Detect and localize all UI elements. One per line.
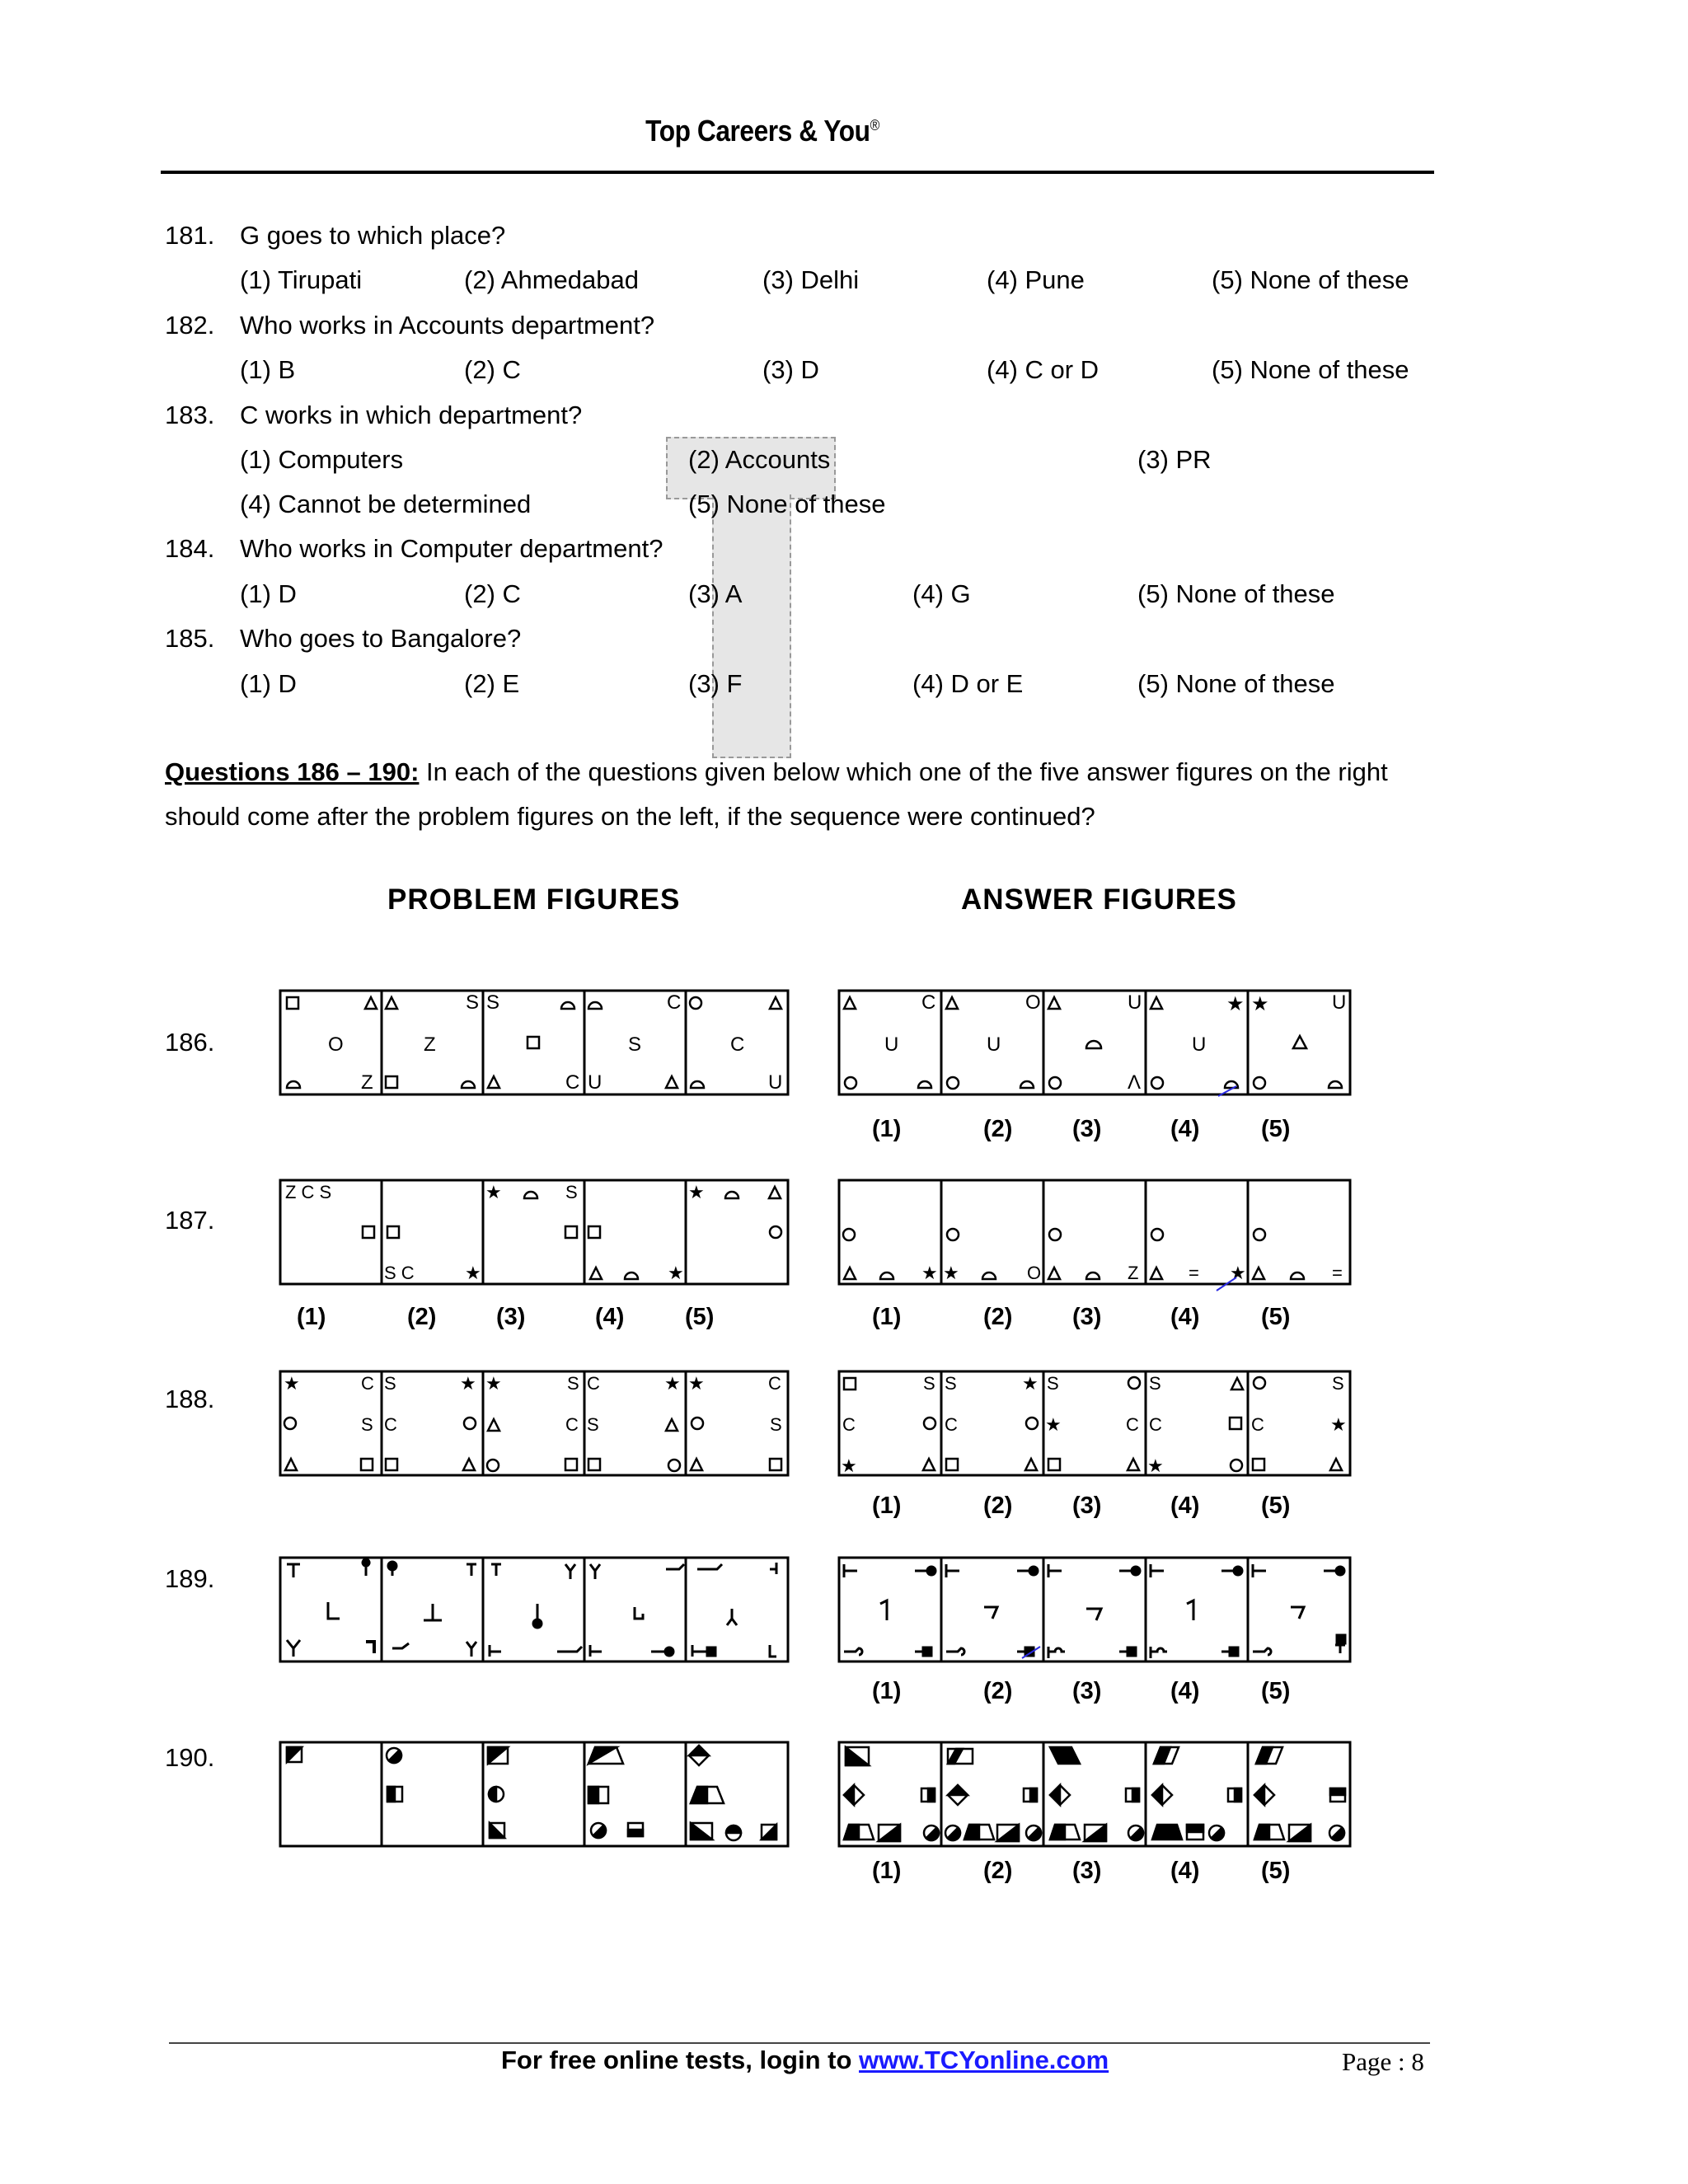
answer-4-190 <box>1152 1747 1241 1844</box>
answer-label: (5) <box>1261 1493 1291 1519</box>
answer-label: (1) <box>872 1678 902 1704</box>
svg-text:Z C S: Z C S <box>285 1182 332 1202</box>
question-text: Who works in Accounts department? <box>240 311 655 340</box>
svg-text:★: ★ <box>1022 1373 1039 1394</box>
svg-text:S: S <box>923 1373 935 1394</box>
option: (3) A <box>688 579 743 608</box>
option: (1) D <box>240 669 297 698</box>
footer-divider <box>169 2042 1430 2044</box>
svg-text:U: U <box>1128 991 1142 1014</box>
figure-question-number: 188. <box>165 1385 215 1413</box>
svg-text:U: U <box>1332 991 1347 1014</box>
answer-2-190 <box>945 1749 1044 1844</box>
problem-label: (5) <box>685 1304 715 1330</box>
svg-text:S: S <box>567 1373 579 1394</box>
answer-symbols-186 <box>844 991 1346 1096</box>
svg-text:★: ★ <box>465 1263 481 1283</box>
answer-label: (5) <box>1261 1116 1291 1142</box>
svg-text:C: C <box>361 1373 374 1394</box>
answer-label: (5) <box>1261 1858 1291 1884</box>
svg-text:C: C <box>768 1373 781 1394</box>
svg-text:★: ★ <box>1330 1414 1347 1435</box>
option: (3) Delhi <box>762 265 860 294</box>
answer-4-189 <box>1151 1564 1242 1658</box>
svg-text:★: ★ <box>485 1182 502 1202</box>
svg-text:C: C <box>565 1071 580 1094</box>
answer-label: (1) <box>872 1116 902 1142</box>
answer-label: (4) <box>1170 1678 1200 1704</box>
svg-text:U: U <box>884 1033 899 1056</box>
question-number: 182. <box>165 311 215 340</box>
symbols-186 <box>287 991 782 1094</box>
svg-text:=: = <box>1189 1263 1199 1283</box>
question-number: 184. <box>165 534 215 563</box>
question-text: G goes to which place? <box>240 221 506 250</box>
registered-mark: ® <box>870 117 879 134</box>
problem-label: (2) <box>407 1304 437 1330</box>
question-text: Who goes to Bangalore? <box>240 624 522 653</box>
svg-text:★: ★ <box>668 1263 684 1283</box>
header-title-text: Top Careers & You <box>645 114 870 148</box>
problem-label: (3) <box>496 1304 526 1330</box>
answer-label: (2) <box>983 1678 1013 1704</box>
option: (5) None of these <box>1212 355 1409 384</box>
svg-text:★: ★ <box>943 1263 959 1283</box>
instructions-text: In each of the questions given below which one of the five answer figures on the right should come after the problem figures on the left, if the sequence were continued? <box>165 757 1388 831</box>
tcy-online-link[interactable]: www.TCYonline.com <box>859 2046 1109 2074</box>
footer-text <box>501 2046 1109 2075</box>
svg-text:S: S <box>770 1414 782 1435</box>
svg-text:Z: Z <box>361 1071 373 1094</box>
symbols-189 <box>287 1559 776 1657</box>
answer-label: (4) <box>1170 1858 1200 1884</box>
svg-text:Z: Z <box>1128 1263 1139 1283</box>
answer-label: (2) <box>983 1116 1013 1142</box>
option: (1) Computers <box>240 445 404 474</box>
svg-text:S: S <box>486 991 500 1014</box>
option: (4) Cannot be determined <box>240 490 532 518</box>
answer-1-189 <box>844 1564 935 1656</box>
page-number: Page : 8 <box>1342 2047 1424 2076</box>
svg-text:S: S <box>466 991 480 1014</box>
answer-label: (4) <box>1170 1116 1200 1142</box>
answer-label: (2) <box>983 1858 1013 1884</box>
svg-text:★: ★ <box>284 1373 300 1394</box>
svg-text:U: U <box>588 1071 603 1094</box>
svg-text:C: C <box>565 1414 579 1435</box>
question-number: 185. <box>165 624 215 653</box>
svg-text:S: S <box>1332 1373 1344 1394</box>
svg-text:S: S <box>361 1414 373 1435</box>
svg-text:C: C <box>945 1414 958 1435</box>
problem-figures-187 <box>280 1180 788 1284</box>
problem-label: (1) <box>297 1304 326 1330</box>
option: (2) E <box>464 669 520 698</box>
answer-label: (2) <box>983 1493 1013 1519</box>
svg-text:★: ★ <box>664 1373 681 1394</box>
symbols-188 <box>284 1373 782 1471</box>
option: (3) PR <box>1137 445 1212 474</box>
svg-text:Z: Z <box>424 1033 436 1056</box>
answer-label: (3) <box>1072 1116 1102 1142</box>
footer-prompt: For free online tests, login to <box>501 2046 860 2074</box>
svg-text:★: ★ <box>688 1182 705 1202</box>
svg-text:★: ★ <box>688 1373 705 1394</box>
figure-question-number: 186. <box>165 1028 215 1057</box>
svg-text:S: S <box>945 1373 957 1394</box>
svg-text:O: O <box>1027 1263 1042 1283</box>
svg-text:C: C <box>730 1033 745 1056</box>
svg-text:★: ★ <box>460 1373 476 1394</box>
svg-text:S: S <box>384 1373 396 1394</box>
symbols-187 <box>285 1182 781 1283</box>
svg-text:O: O <box>1025 991 1041 1014</box>
answer-3-190 <box>1050 1747 1146 1844</box>
answer-label: (2) <box>983 1304 1013 1330</box>
answer-5-190 <box>1254 1747 1348 1844</box>
option: (1) B <box>240 355 296 384</box>
svg-text:S: S <box>587 1414 599 1435</box>
svg-text:S: S <box>1047 1373 1059 1394</box>
svg-text:★: ★ <box>485 1373 502 1394</box>
svg-text:C: C <box>1149 1414 1162 1435</box>
svg-text:C: C <box>1126 1414 1139 1435</box>
option: (1) D <box>240 579 297 608</box>
answer-symbols-188 <box>841 1373 1347 1476</box>
svg-text:★: ★ <box>921 1263 938 1283</box>
svg-text:C: C <box>587 1373 600 1394</box>
option: (4) Pune <box>987 265 1085 294</box>
svg-text:★: ★ <box>1147 1455 1164 1476</box>
problem-label: (4) <box>595 1304 625 1330</box>
option: (2) Accounts <box>688 445 831 474</box>
problem-figures-189 <box>280 1558 788 1661</box>
answer-label: (4) <box>1170 1304 1200 1330</box>
answer-label: (3) <box>1072 1858 1102 1884</box>
svg-text:U: U <box>987 1033 1001 1056</box>
question-number: 183. <box>165 401 215 429</box>
answer-figures-heading: ANSWER FIGURES <box>961 883 1237 916</box>
option: (4) D or E <box>912 669 1024 698</box>
svg-text:★: ★ <box>1226 993 1245 1015</box>
problem-figures-186 <box>280 991 788 1094</box>
answer-label: (3) <box>1072 1678 1102 1704</box>
option: (5) None of these <box>1137 579 1335 608</box>
answer-label: (5) <box>1261 1678 1291 1704</box>
option: (5) None of these <box>688 490 886 518</box>
option: (4) C or D <box>987 355 1100 384</box>
option: (2) C <box>464 579 521 608</box>
answer-figures-188 <box>839 1371 1350 1475</box>
svg-text:Λ: Λ <box>1128 1071 1142 1094</box>
answer-label: (1) <box>872 1493 902 1519</box>
svg-text:S: S <box>1149 1373 1161 1394</box>
option: (4) G <box>912 579 971 608</box>
answer-figures-187 <box>839 1180 1350 1284</box>
problem-figures-188 <box>280 1371 788 1475</box>
svg-text:O: O <box>328 1033 344 1056</box>
instructions-lead: Questions 186 – 190: <box>165 757 420 786</box>
answer-figures-186 <box>839 991 1350 1094</box>
answer-label: (3) <box>1072 1304 1102 1330</box>
answer-symbols-190 <box>844 1747 1348 1844</box>
answer-symbols-189 <box>844 1564 1345 1658</box>
answer-symbols-187 <box>843 1229 1343 1291</box>
figure-question-number: 187. <box>165 1206 215 1235</box>
svg-text:C: C <box>921 991 936 1014</box>
option: (1) Tirupati <box>240 265 363 294</box>
question-text: C works in which department? <box>240 401 583 429</box>
answer-5-189 <box>1253 1564 1345 1655</box>
answer-label: (4) <box>1170 1493 1200 1519</box>
answer-2-189 <box>946 1564 1038 1656</box>
figure-question-number: 190. <box>165 1743 215 1772</box>
svg-text:=: = <box>1332 1263 1343 1283</box>
answer-label: (1) <box>872 1858 902 1884</box>
svg-text:U: U <box>1192 1033 1207 1056</box>
option: (2) Ahmedabad <box>464 265 639 294</box>
svg-text:S: S <box>628 1033 642 1056</box>
svg-text:C: C <box>1251 1414 1264 1435</box>
svg-text:S: S <box>565 1182 578 1202</box>
svg-text:★: ★ <box>1251 993 1269 1015</box>
question-number: 181. <box>165 221 215 250</box>
svg-text:C: C <box>667 991 682 1014</box>
svg-text:S C: S C <box>384 1263 415 1283</box>
answer-label: (3) <box>1072 1493 1102 1519</box>
question-text: Who works in Computer department? <box>240 534 663 563</box>
problem-figures-heading: PROBLEM FIGURES <box>387 883 681 916</box>
svg-text:U: U <box>768 1071 783 1094</box>
answer-3-189 <box>1048 1564 1140 1658</box>
svg-text:★: ★ <box>1230 1263 1246 1283</box>
figure-question-number: 189. <box>165 1564 215 1593</box>
option: (5) None of these <box>1212 265 1409 294</box>
option: (2) C <box>464 355 521 384</box>
option: (3) F <box>688 669 743 698</box>
svg-text:C: C <box>384 1414 397 1435</box>
svg-text:C: C <box>842 1414 856 1435</box>
answer-label: (5) <box>1261 1304 1291 1330</box>
option: (3) D <box>762 355 819 384</box>
answer-1-190 <box>844 1747 942 1844</box>
svg-text:★: ★ <box>841 1455 857 1476</box>
answer-label: (1) <box>872 1304 902 1330</box>
symbols-190 <box>287 1746 776 1841</box>
svg-text:★: ★ <box>1045 1414 1062 1435</box>
option: (5) None of these <box>1137 669 1335 698</box>
